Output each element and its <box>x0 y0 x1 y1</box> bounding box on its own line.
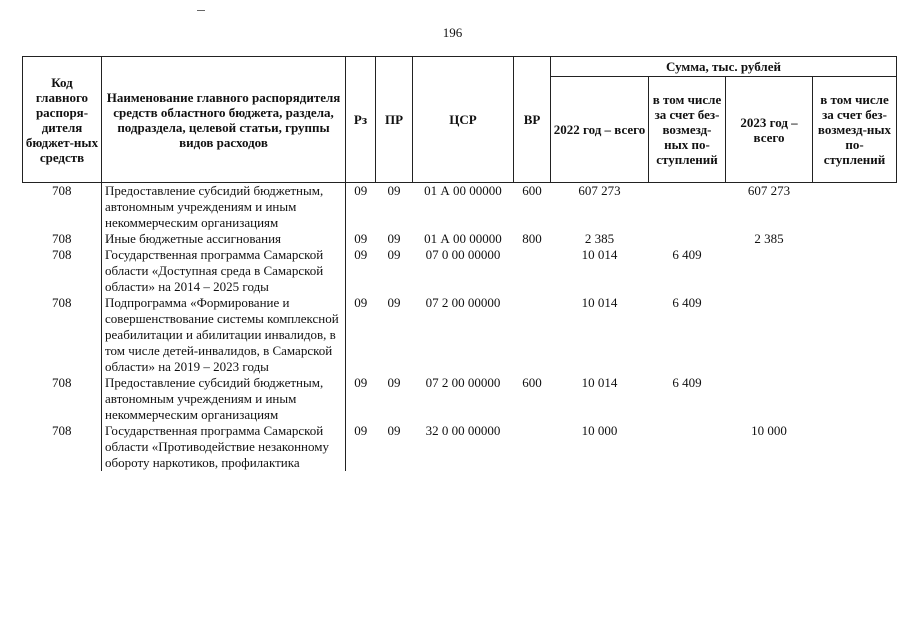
cell-vr <box>514 295 551 375</box>
budget-table <box>22 56 897 471</box>
cell-2023-total <box>726 295 813 375</box>
cell-2023-grants <box>813 375 897 423</box>
cell-2023-grants <box>813 295 897 375</box>
cell-code: 708 <box>52 423 72 438</box>
cell-rz: 09 <box>354 183 368 198</box>
cell-2022-grants <box>649 423 726 471</box>
cell-2023-total: 607 273 <box>747 183 791 198</box>
cell-2023-grants <box>813 423 897 471</box>
cell-pr: 09 <box>387 231 401 246</box>
cell-csr: 07 2 00 00000 <box>425 375 501 390</box>
cell-code: 708 <box>52 295 72 310</box>
header-sum: Сумма, тыс. рублей <box>551 57 897 77</box>
cell-2022-total: 607 273 <box>578 183 621 198</box>
cell-pr: 09 <box>387 183 401 198</box>
cell-name: Подпрограмма «Формирование и совершенствование системы комплексной реабилитации и абилитации инвалидов, в том числе детей-инвалидов, в Самарской области» на 2019 – 2023 годы <box>102 295 346 375</box>
table-row <box>23 231 897 247</box>
cell-pr: 09 <box>387 375 401 390</box>
cell-rz: 09 <box>354 423 368 438</box>
header-rz: Рз <box>346 57 376 183</box>
table-row <box>23 295 897 375</box>
cell-2022-total: 10 014 <box>581 295 618 310</box>
cell-code: 708 <box>52 183 72 198</box>
cell-2022-grants: 6 409 <box>672 247 702 262</box>
cell-name: Государственная программа Самарской области «Противодействие незаконному обороту наркотиков, профилактика <box>102 423 346 471</box>
cell-vr: 600 <box>522 183 542 198</box>
cell-csr: 07 0 00 00000 <box>425 247 501 262</box>
cell-csr: 07 2 00 00000 <box>425 295 501 310</box>
cell-2023-total <box>726 247 813 295</box>
cell-2023-grants <box>813 231 897 247</box>
cell-rz: 09 <box>354 247 368 262</box>
cell-rz: 09 <box>354 375 368 390</box>
cell-2023-total: 2 385 <box>754 231 784 246</box>
cell-code: 708 <box>52 247 72 262</box>
cell-2022-grants: 6 409 <box>672 375 702 390</box>
cell-2022-grants <box>649 231 726 247</box>
header-csr: ЦСР <box>413 57 514 183</box>
cell-name: Предоставление субсидий бюджетным, автономным учреждениям и иным некоммерческим организациям <box>102 375 346 423</box>
cell-name: Предоставление субсидий бюджетным, автономным учреждениям и иным некоммерческим организациям <box>102 183 346 232</box>
scan-mark <box>197 10 205 11</box>
table-row <box>23 247 897 295</box>
header-code: Код главного распоря-дителя бюджет-ных средств <box>23 57 102 183</box>
cell-vr: 600 <box>522 375 542 390</box>
cell-2022-total: 10 014 <box>581 375 618 390</box>
cell-2022-total: 10 000 <box>581 423 618 438</box>
cell-2022-grants: 6 409 <box>672 295 702 310</box>
table-row <box>23 423 897 471</box>
table-row <box>23 183 897 232</box>
header-2022-total: 2022 год – всего <box>551 77 649 183</box>
cell-name: Государственная программа Самарской области «Доступная среда в Самарской области» на 2014 – 2025 годы <box>102 247 346 295</box>
cell-csr: 32 0 00 00000 <box>425 423 501 438</box>
cell-vr: 800 <box>522 231 542 246</box>
header-2023-total: 2023 год – всего <box>726 77 813 183</box>
cell-pr: 09 <box>387 247 401 262</box>
page-number: 196 <box>442 25 463 40</box>
cell-2023-grants <box>813 183 897 232</box>
cell-rz: 09 <box>354 231 368 246</box>
cell-2022-grants <box>649 183 726 232</box>
cell-rz: 09 <box>354 295 368 310</box>
cell-vr <box>514 247 551 295</box>
cell-vr <box>514 423 551 471</box>
header-2023-grants: в том числе за счет без-возмезд-ных по-ступлений <box>813 77 897 183</box>
table-row <box>23 375 897 423</box>
cell-2022-total: 10 014 <box>581 247 618 262</box>
header-vr: ВР <box>514 57 551 183</box>
cell-code: 708 <box>52 375 72 390</box>
cell-csr: 01 А 00 00000 <box>424 183 502 198</box>
cell-name: Иные бюджетные ассигнования <box>102 231 346 247</box>
cell-2023-total: 10 000 <box>751 423 787 438</box>
cell-pr: 09 <box>387 423 401 438</box>
cell-2022-total: 2 385 <box>584 231 615 246</box>
cell-2023-total <box>726 375 813 423</box>
header-2022-grants: в том числе за счет без-возмезд-ных по-ступлений <box>649 77 726 183</box>
header-name: Наименование главного распорядителя средств областного бюджета, раздела, подраздела, целевой статьи, группы видов расходов <box>102 57 346 183</box>
header-pr: ПР <box>376 57 413 183</box>
cell-csr: 01 А 00 00000 <box>424 231 502 246</box>
cell-code: 708 <box>52 231 72 246</box>
cell-pr: 09 <box>387 295 401 310</box>
cell-2023-grants <box>813 247 897 295</box>
